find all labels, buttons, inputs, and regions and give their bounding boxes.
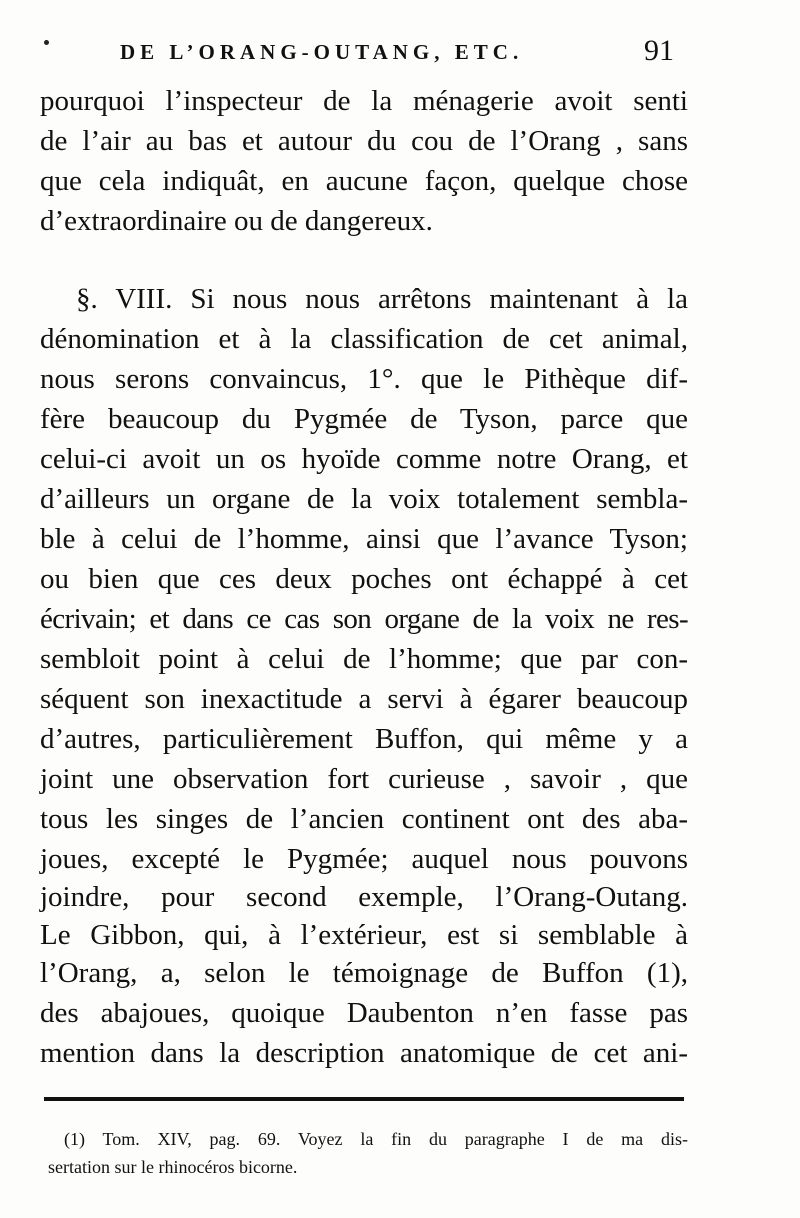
text-line: d’ailleurs un organe de la voix totalement sembla- xyxy=(40,483,688,515)
section-heading-line: §. VIII. Si nous nous arrêtons maintenant à la xyxy=(76,283,688,315)
text-line: nous serons convaincus, 1°. que le Pithèque dif- xyxy=(40,363,688,395)
text-line: d’extraordinaire ou de dangereux. xyxy=(40,205,433,237)
footnote-line: sertation sur le rhinocéros bicorne. xyxy=(48,1157,298,1177)
text-line: l’Orang, a, selon le témoignage de Buffon (1), xyxy=(40,957,688,989)
text-line: joint une observation fort curieuse , savoir , que xyxy=(40,763,688,795)
text-line: ble à celui de l’homme, ainsi que l’avance Tyson; xyxy=(40,523,688,555)
text-line: dénomination et à la classification de cet animal, xyxy=(40,323,688,355)
ink-dot xyxy=(44,40,49,45)
text-line: écrivain; et dans ce cas son organe de la voix ne res- xyxy=(40,603,688,635)
text-line: fère beaucoup du Pygmée de Tyson, parce que xyxy=(40,403,688,435)
running-title: DE L’ORANG-OUTANG, ETC. xyxy=(120,40,524,64)
footnote-rule xyxy=(44,1097,684,1101)
text-line: des abajoues, quoique Daubenton n’en fasse pas xyxy=(40,997,688,1029)
page-number: 91 xyxy=(644,34,674,67)
footnote-line: (1) Tom. XIV, pag. 69. Voyez la fin du paragraphe I de ma dis- xyxy=(64,1129,688,1149)
text-line: pourquoi l’inspecteur de la ménagerie avoit senti xyxy=(40,85,688,117)
text-line: que cela indiquât, en aucune façon, quelque chose xyxy=(40,165,688,197)
text-line: Le Gibbon, qui, à l’extérieur, est si semblable à xyxy=(40,919,688,951)
text-line: joindre, pour second exemple, l’Orang-Outang. xyxy=(40,881,688,913)
text-line: tous les singes de l’ancien continent ont des aba- xyxy=(40,803,688,835)
text-line: sembloit point à celui de l’homme; que par con- xyxy=(40,643,688,675)
text-line: mention dans la description anatomique de cet ani- xyxy=(40,1037,688,1069)
text-line: ou bien que ces deux poches ont échappé à cet xyxy=(40,563,688,595)
text-line: séquent son inexactitude a servi à égarer beaucoup xyxy=(40,683,688,715)
text-line: de l’air au bas et autour du cou de l’Orang , sans xyxy=(40,125,688,157)
text-line: d’autres, particulièrement Buffon, qui même y a xyxy=(40,723,688,755)
text-line: joues, excepté le Pygmée; auquel nous pouvons xyxy=(40,843,688,875)
page-header xyxy=(0,30,800,80)
text-line: celui-ci avoit un os hyoïde comme notre Orang, et xyxy=(40,443,688,475)
